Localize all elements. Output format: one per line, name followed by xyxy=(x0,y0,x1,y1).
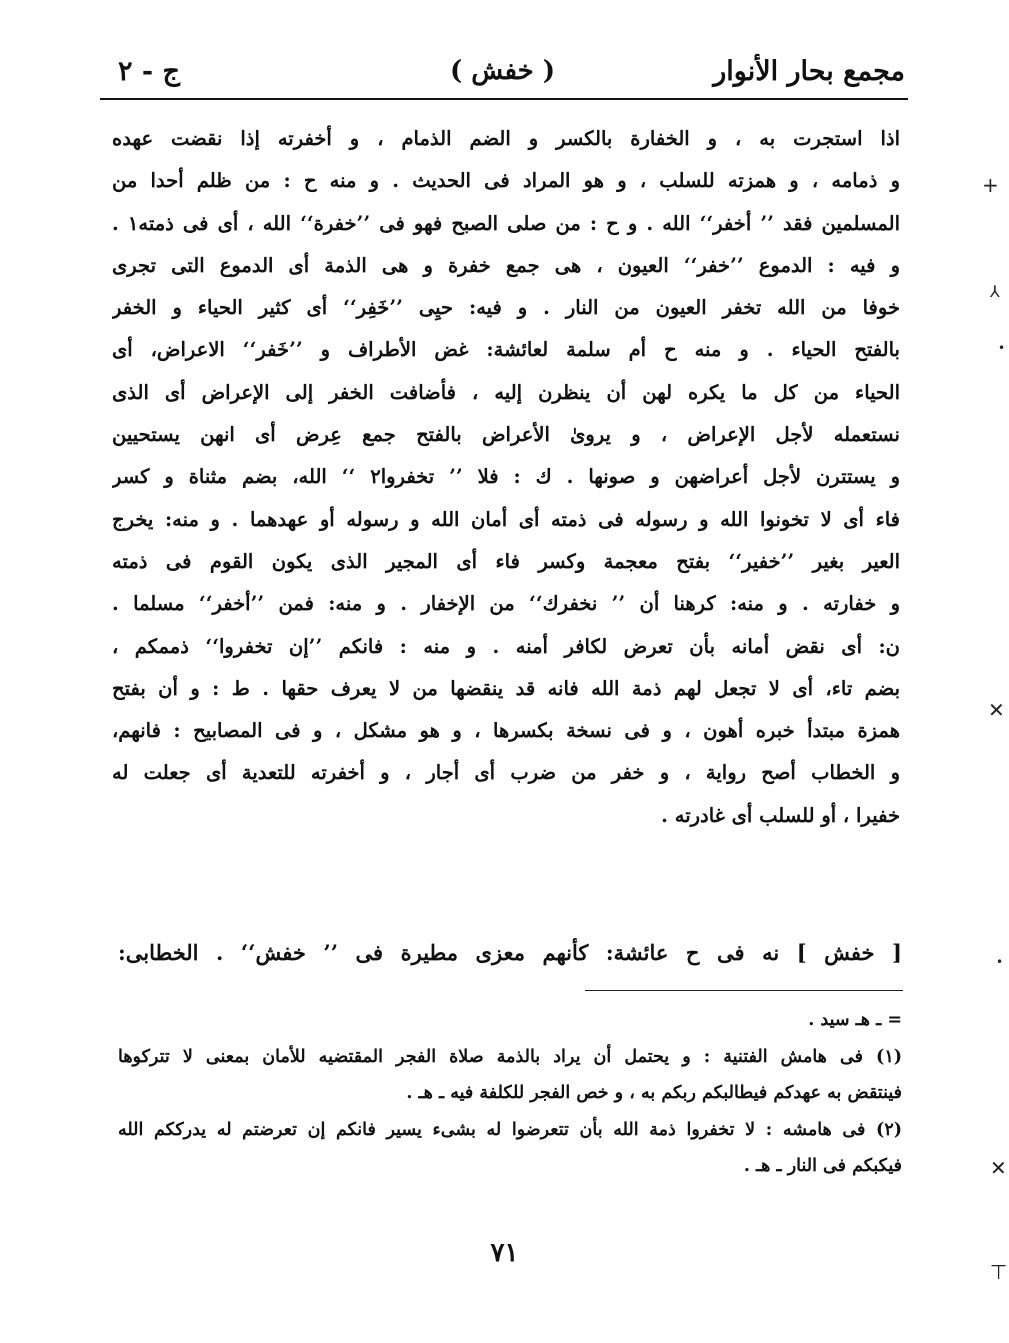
margin-cross-icon: ✕ xyxy=(990,1156,1007,1180)
text-line: و يستترن لأجل أعراضهن و صونها . ك : فلا ’’ تخفروا٢ ‘‘ الله، بضم مثناة و كسر xyxy=(112,465,900,489)
text-line: اذا استجرت به ، و الخفارة بالكسر و الضم الذمام ، و أخفرته إذا نقضت عهده xyxy=(112,127,900,150)
footnote-line: (٢) فى هامشه : لا تخفروا ذمة الله بأن تتعرضوا له بشىء يسير فانكم إن تعرضتم له يدرككم الله xyxy=(118,1119,902,1140)
footnotes xyxy=(118,1002,902,1185)
book-title: مجمع بحار الأنوار xyxy=(713,56,905,87)
header-rule xyxy=(100,98,908,100)
text-line: بالفتح الحياء . و منه ح أم سلمة لعائشة: غض الأطراف و ’’خَفر‘‘ الاعراض، أى xyxy=(112,338,900,362)
text-line: همزة مبتدأ خبره أهون ، و فى نسخة بكسرها ، و هو مشكل ، و فى المصابيح : فانهم، xyxy=(112,719,900,743)
margin-dot-icon: • xyxy=(998,341,1006,355)
text-line: الحياء من كل ما يكره لهن أن ينظرن إليه ، فأضافت الخفر إلى الإعراض أى الذى xyxy=(112,380,900,404)
margin-dot-icon: • xyxy=(996,955,1004,969)
margin-tick-icon: ⅄ xyxy=(990,282,1000,301)
text-line: ن: أى نقض أمانه بأن تعرض لكافر أمنه . و منه : فانكم ’’إن تخفروا‘‘ ذممكم ، xyxy=(112,634,900,658)
text-line: و ذمامه ، و همزته للسلب ، و هو المراد فى الحديث . و منه ح : من ظلم أحدا من xyxy=(112,169,900,193)
text-line: العير بغير ’’خفير‘‘ بفتح معجمة وكسر فاء أى المجير الذى يكون القوم فى ذمته xyxy=(112,549,900,573)
page-number: ٧١ xyxy=(490,1238,519,1268)
margin-plus-icon: + xyxy=(982,173,999,197)
footnote-line: (١) فى هامش الفتنية : و يحتمل أن يراد بالذمة صلاة الفجر المقتضيه للأمان بمعنى لا تتركوها xyxy=(118,1046,902,1067)
margin-tick-icon: ⊤ xyxy=(990,1260,1008,1284)
text-line: فاء أى لا تخونوا الله و رسوله فى ذمته أى أمان الله و رسوله أو عهدهما . و منه: يخرج xyxy=(112,507,900,531)
margin-cross-icon: ✕ xyxy=(988,698,1005,722)
text-line: و فيه : الدموع ’’خفر‘‘ العيون ، هى جمع خفرة و هى الذمة أى الدموع التى تجرى xyxy=(112,253,900,277)
text-line: خوفا من الله تخفر العيون من النار . و فيه: حيِى ’’خَفِر‘‘ أى كثير الحياء و الخفر xyxy=(112,296,900,320)
main-text xyxy=(112,118,900,837)
text-line: خفيرا ، أو للسلب أى غادرته . xyxy=(661,803,900,827)
footnote-rule xyxy=(585,990,903,991)
footnote-line: فينتقض به عهدكم فيطالبكم ربكم به ، و خص الفجر للكلفة فيه ـ هـ . xyxy=(406,1083,902,1103)
text-line: و خفارته . و منه: كرهنا أن ’’ نخفرك‘‘ من الإخفار . و منه: فمن ’’أخفر‘‘ مسلما . xyxy=(112,592,900,616)
entry-line-khafash: [ خفش ] نه فى ح عائشة: كأنهم معزى مطيرة فى ’’ خفش‘‘ . الخطابى: xyxy=(118,940,902,965)
page-header xyxy=(100,48,905,96)
text-line: و الخطاب أصح رواية ، و خفر من ضرب أى أجار ، و أخفرته للتعدية أى جعلت له xyxy=(112,761,900,785)
footnote-line: فيكبكم فى النار ـ هـ . xyxy=(743,1156,902,1176)
footnote-line: = ـ هـ سيد . xyxy=(808,1010,902,1030)
volume-label: ج - ٢ xyxy=(118,56,180,87)
text-line: المسلمين فقد ’’ أخفر‘‘ الله . و ح : من صلى الصبح فهو فى ’’خفرة‘‘ الله ، أى فى ذمته١ . xyxy=(112,211,900,235)
text-line: نستعمله لأجل الإعراض ، و يروىٰ الأعراض بالفتح جمع عِرض أى انهن يستحيين xyxy=(112,423,900,447)
text-line: بضم تاء، أى لا تجعل لهم ذمة الله فانه قد ينقضها من لا يعرف حقها . ط : و أن بفتح xyxy=(112,676,900,700)
entry-heading: ( خفش ) xyxy=(449,56,556,86)
